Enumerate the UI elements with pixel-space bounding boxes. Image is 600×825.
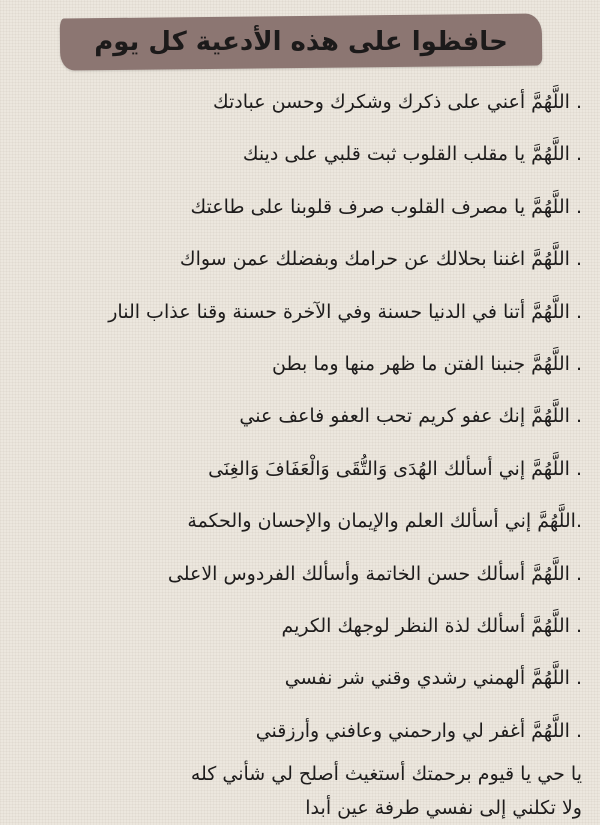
dua-line: . اللَّهُمَّ يا مصرف القلوب صرف قلوبنا على طاعتك (190, 195, 582, 218)
dua-line: ولا تكلني إلى نفسي طرفة عين أبدا (305, 797, 582, 820)
dua-line: . اللَّهُمَّ أسألك لذة النظر لوجهك الكريم (281, 614, 582, 637)
dua-line: .اللَّهُمَّ إني أسألك العلم والإيمان والإحسان والحكمة (187, 510, 582, 533)
dua-line: . اللَّهُمَّ أسألك حسن الخاتمة وأسألك الفردوس الاعلى (167, 562, 582, 585)
dua-line: . اللَّهُمَّ إني أسألك الهُدَى وَالتُّقَى وَالْعَفَافَ وَالغِنَى (208, 457, 582, 480)
dua-line: . اللَّهُمَّ إنك عفو كريم تحب العفو فاعف عني (239, 405, 582, 428)
dua-line: . اللَّهُمَّ ألهمني رشدي وقني شر نفسي (284, 667, 582, 690)
dua-list (20, 76, 582, 825)
dua-line: . اللَّهُمَّ يا مقلب القلوب ثبت قلبي على دينك (242, 143, 582, 166)
dua-line: . اللَّهُمَّ جنبنا الفتن ما ظهر منها وما بطن (272, 352, 582, 375)
dua-line: . اللَّهُمَّ اغننا بحلالك عن حرامك وبفضلك عمن سواك (179, 248, 582, 271)
dua-line: . اللَّهُمَّ أعني على ذكرك وشكرك وحسن عبادتك (212, 91, 582, 113)
page-title: حافظوا على هذه الأدعية كل يوم (94, 27, 508, 57)
dua-line: . اللَّهُمَّ أتنا في الدنيا حسنة وفي الآخرة حسنة وقنا عذاب النار (108, 300, 582, 323)
dua-line: . اللَّهُمَّ أغفر لي وارحمني وعافني وأرزقني (255, 719, 582, 742)
dua-line: يا حي يا قيوم برحمتك أستغيث أصلح لي شأني كله (190, 763, 582, 786)
